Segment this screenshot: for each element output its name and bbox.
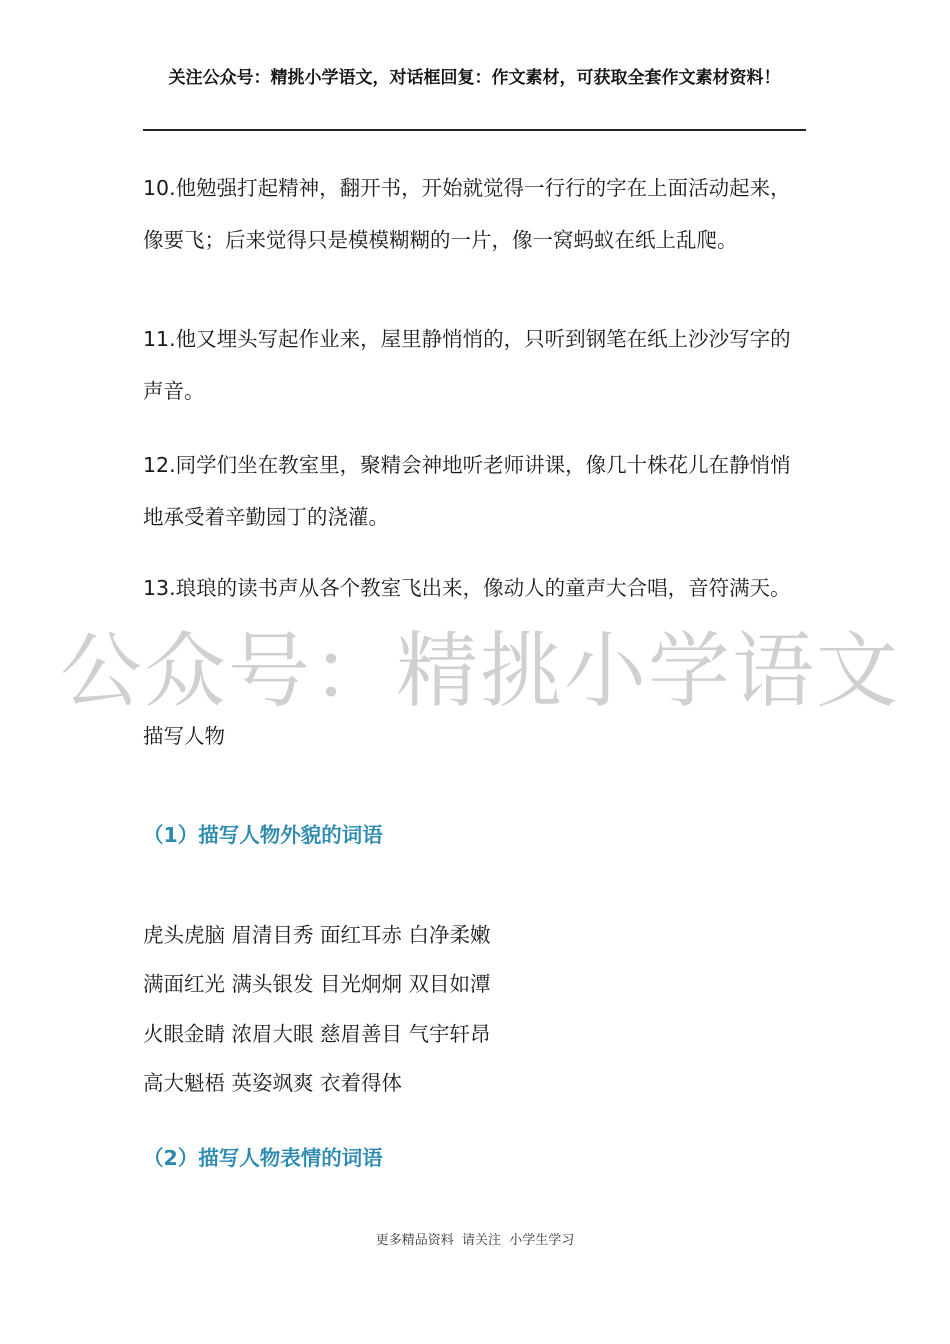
section-title: 描写人物 [143,724,225,748]
header-divider [143,129,806,131]
page-footer: 更多精品资料 请关注 小学生学习 [375,1233,575,1248]
word-list-line: 满面红光 满头银发 目光炯炯 双目如潭 [143,972,491,996]
paragraph-11: 11.他又埋头写起作业来，屋里静悄悄的，只听到钢笔在纸上沙沙写字的声音。 [143,327,791,403]
watermark: 公众号：精挑小学语文 [60,624,901,719]
page-header-notice: 关注公众号：精挑小学语文，对话框回复：作文素材，可获取全套作文素材资料！ [168,68,781,88]
paragraph-10: 10.他勉强打起精神，翻开书，开始就觉得一行行的字在上面活动起来，像要飞；后来觉得只是模模糊糊的一片，像一窝蚂蚁在纸上乱爬。 [143,176,791,252]
paragraph-13: 13.琅琅的读书声从各个教室飞出来，像动人的童声大合唱，音符满天。 [143,576,791,600]
word-list-line: 火眼金睛 浓眉大眼 慈眉善目 气宇轩昂 [143,1022,491,1046]
subsection-heading-expression: （2）描写人物表情的词语 [143,1146,383,1170]
paragraph-12: 12.同学们坐在教室里，聚精会神地听老师讲课，像几十株花儿在静悄悄地承受着辛勤园丁的浇灌。 [143,453,791,529]
word-list-line: 虎头虎脑 眉清目秀 面红耳赤 白净柔嫩 [143,923,491,947]
word-list-line: 高大魁梧 英姿飒爽 衣着得体 [143,1071,403,1095]
subsection-heading-appearance: （1）描写人物外貌的词语 [143,823,383,847]
